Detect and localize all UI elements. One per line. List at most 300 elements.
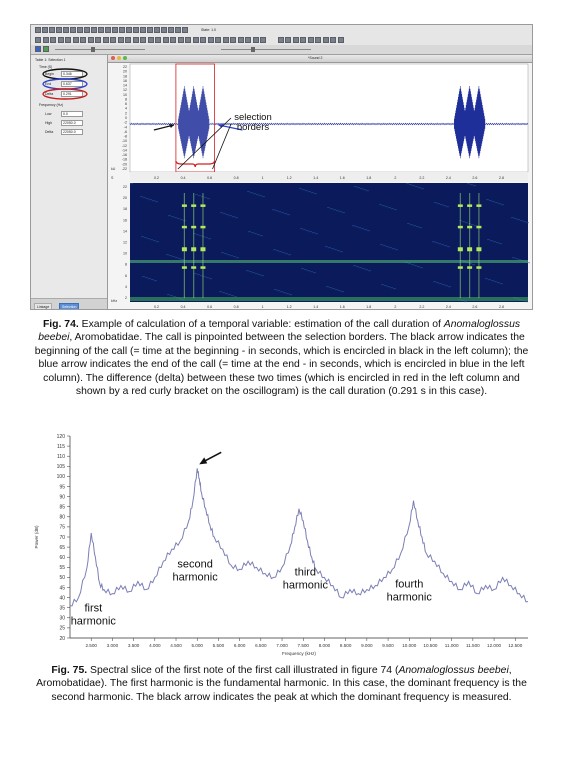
maximize-icon[interactable] bbox=[123, 56, 127, 60]
spectrogram-noise bbox=[356, 266, 359, 267]
spectrogram-noise bbox=[255, 273, 258, 274]
figure-75-caption bbox=[30, 664, 533, 704]
fourth-harmonic-label: fourth bbox=[395, 578, 424, 591]
begin-label: Begin bbox=[45, 72, 54, 76]
spectrogram-noise bbox=[337, 250, 340, 251]
toolbar-button[interactable] bbox=[278, 37, 284, 43]
toolbar-button[interactable] bbox=[163, 37, 169, 43]
toolbar-button[interactable] bbox=[315, 37, 321, 43]
toolbar-button[interactable] bbox=[118, 37, 124, 43]
time-tick-label: 0.6 bbox=[207, 176, 213, 180]
spectrogram-noise bbox=[442, 284, 445, 285]
spectrogram-noise bbox=[144, 237, 147, 238]
y-tick-label: 65 bbox=[59, 544, 65, 551]
toolbar-button[interactable] bbox=[110, 37, 116, 43]
spectrogram-noise bbox=[247, 191, 250, 192]
osc-y-tick-label: -14 bbox=[121, 148, 127, 153]
spectrogram-noise bbox=[388, 207, 391, 208]
spectrogram-noise bbox=[413, 225, 416, 226]
time-tick-label: 0.8 bbox=[233, 305, 239, 309]
spectrogram-noise bbox=[180, 219, 183, 220]
spec-y-tick-label: 10 bbox=[123, 251, 127, 256]
figure-74-screenshot bbox=[30, 24, 533, 310]
spectrogram-noise bbox=[231, 295, 234, 296]
spectrogram-noise bbox=[389, 247, 392, 248]
spectrogram-noise bbox=[149, 199, 152, 200]
spectrogram-noise bbox=[289, 294, 292, 295]
spectrogram-noise bbox=[152, 200, 155, 201]
spectrogram-noise bbox=[485, 278, 488, 279]
spectrogram-noise bbox=[493, 241, 496, 242]
toolbar-button[interactable] bbox=[230, 37, 236, 43]
figure-74-species: Anomaloglossus beebei bbox=[38, 319, 521, 344]
spectrogram-noise bbox=[206, 277, 209, 278]
spectrogram-noise bbox=[467, 183, 470, 184]
close-icon[interactable] bbox=[111, 56, 115, 60]
time-tick-label: 1.2 bbox=[286, 176, 292, 180]
spectrogram-noise bbox=[198, 195, 201, 196]
spectrogram-noise bbox=[367, 230, 370, 231]
spectrogram-noise bbox=[517, 219, 520, 220]
y-tick-label: 25 bbox=[59, 625, 65, 632]
toolbar-button[interactable] bbox=[147, 27, 153, 33]
y-tick-label: 95 bbox=[59, 484, 65, 491]
y-tick-label: 115 bbox=[57, 443, 65, 450]
zoom-slider-thumb[interactable] bbox=[91, 47, 95, 52]
toolbar-button[interactable] bbox=[65, 37, 71, 43]
y-tick-label: 20 bbox=[59, 635, 65, 642]
toolbar-button[interactable] bbox=[125, 37, 131, 43]
spectrogram-noise bbox=[143, 197, 146, 198]
toolbar-button[interactable] bbox=[168, 27, 174, 33]
figure-74-caption bbox=[30, 318, 533, 398]
toolbar-button[interactable] bbox=[238, 37, 244, 43]
toolbar-button[interactable] bbox=[253, 37, 259, 43]
figure-74-label: Fig. 74. bbox=[42, 319, 79, 330]
spectrogram-noise bbox=[495, 202, 498, 203]
toolbar-button[interactable] bbox=[175, 27, 181, 33]
toolbar-button[interactable] bbox=[300, 37, 306, 43]
spectrogram-noise bbox=[514, 218, 517, 219]
spectrogram-noise bbox=[487, 239, 490, 240]
time-tick-label: 2.6 bbox=[472, 305, 478, 309]
spectrogram-noise bbox=[177, 218, 180, 219]
y-tick-label: 70 bbox=[59, 534, 65, 541]
spectrogram-noise bbox=[526, 222, 529, 223]
toolbar-button[interactable] bbox=[35, 27, 41, 33]
time-tick-label: 2.8 bbox=[498, 305, 504, 309]
spectrogram-noise bbox=[155, 201, 158, 202]
y-tick-label: 105 bbox=[56, 464, 65, 471]
osc-y-tick-label: 16 bbox=[123, 78, 127, 83]
spectrogram-noise bbox=[520, 220, 523, 221]
spectrogram-noise bbox=[236, 257, 239, 258]
time-tick-label: 2 bbox=[394, 176, 397, 180]
spectrogram-noise bbox=[501, 204, 504, 205]
zoom-slider[interactable] bbox=[55, 49, 145, 50]
toolbar-button[interactable] bbox=[63, 27, 69, 33]
toolbar-button[interactable] bbox=[208, 37, 214, 43]
spectrogram-noise bbox=[307, 270, 310, 271]
osc-y-tick-label: -16 bbox=[121, 153, 127, 158]
spectrogram-noise bbox=[172, 256, 175, 257]
spectrogram-noise bbox=[390, 287, 393, 288]
spectrogram-noise bbox=[448, 286, 451, 287]
sound-window-title: *Sound 2 bbox=[308, 56, 323, 60]
figure-75-caption-text-1: Spectral slice of the first note of the first call illustrated in figure 74 ( bbox=[87, 665, 399, 676]
spectrogram-noise bbox=[381, 284, 384, 285]
tab-linkage[interactable]: Linkage bbox=[34, 303, 52, 310]
toolbar-button[interactable] bbox=[35, 37, 41, 43]
spectrogram-noise bbox=[415, 186, 418, 187]
spectrogram-noise bbox=[499, 243, 502, 244]
toolbar-button[interactable] bbox=[200, 37, 206, 43]
spectrogram-noise bbox=[395, 249, 398, 250]
toolbar-button[interactable] bbox=[215, 37, 221, 43]
y-tick-label: 40 bbox=[59, 595, 65, 602]
spectrogram-noise bbox=[259, 195, 262, 196]
begin-field[interactable]: 0.346 bbox=[61, 71, 83, 77]
time-tick-label: 0.8 bbox=[233, 176, 239, 180]
spectrogram-noise bbox=[304, 269, 307, 270]
second-harmonic-label: harmonic bbox=[172, 571, 218, 584]
toolbar-button[interactable] bbox=[112, 27, 118, 33]
toolbar-button[interactable] bbox=[308, 37, 314, 43]
toolbar-button[interactable] bbox=[260, 37, 266, 43]
toolbar-button[interactable] bbox=[161, 27, 167, 33]
spectrogram-noise bbox=[417, 266, 420, 267]
spectrogram-noise bbox=[168, 215, 171, 216]
spectrogram-noise bbox=[194, 273, 197, 274]
spectrogram-noise bbox=[275, 210, 278, 211]
toolbar-button[interactable] bbox=[105, 27, 111, 33]
x-tick-label: 8.000 bbox=[318, 643, 331, 648]
toolbar-button[interactable] bbox=[155, 37, 161, 43]
spectrogram-noise bbox=[208, 238, 211, 239]
brightness-slider[interactable] bbox=[221, 49, 311, 50]
spectrogram-noise bbox=[366, 190, 369, 191]
spectrogram-noise bbox=[251, 232, 254, 233]
spectrogram-noise bbox=[235, 217, 238, 218]
spectrogram-noise bbox=[246, 270, 249, 271]
spectrogram-noise bbox=[443, 205, 446, 206]
spectrogram-noise bbox=[287, 214, 290, 215]
toolbar-button[interactable] bbox=[77, 27, 83, 33]
freq-delta-field[interactable]: 22050.0 bbox=[61, 129, 83, 135]
osc-y-tick-label: 10 bbox=[123, 92, 127, 97]
minimize-icon[interactable] bbox=[117, 56, 121, 60]
toolbar-button[interactable] bbox=[98, 27, 104, 33]
spectrogram-noise bbox=[303, 229, 306, 230]
toolbar-button[interactable] bbox=[58, 37, 64, 43]
y-tick-label: 60 bbox=[59, 555, 65, 561]
toolbar-button[interactable] bbox=[170, 37, 176, 43]
spectrogram-noise bbox=[227, 254, 230, 255]
spectrogram-noise bbox=[277, 290, 280, 291]
time-tick-label: 1.4 bbox=[313, 305, 319, 309]
tab-selection[interactable]: Selection bbox=[59, 303, 79, 310]
toolbar-button[interactable] bbox=[42, 27, 48, 33]
x-tick-label: 4.000 bbox=[149, 643, 161, 648]
spectrogram-noise bbox=[363, 189, 366, 190]
spectrogram-noise bbox=[511, 217, 514, 218]
spec-y-tick-label: 22 bbox=[123, 185, 127, 189]
time-group-label: Time (S) bbox=[39, 65, 53, 69]
spectrogram-noise bbox=[359, 267, 362, 268]
spectrogram-noise bbox=[464, 301, 467, 302]
spectrogram-noise bbox=[147, 238, 150, 239]
spectrogram-noise bbox=[178, 258, 181, 259]
time-tick-label: 1 bbox=[261, 176, 264, 180]
spec-y-tick-label: 12 bbox=[123, 240, 127, 245]
spectrogram-noise bbox=[305, 190, 308, 191]
spectrogram-noise bbox=[258, 274, 261, 275]
spec-y-tick-label: 6 bbox=[125, 273, 127, 278]
spectrogram-noise bbox=[446, 206, 449, 207]
color-button[interactable] bbox=[43, 46, 49, 52]
spectrogram-noise bbox=[309, 231, 312, 232]
spectrogram-noise bbox=[380, 244, 383, 245]
spectrogram-noise bbox=[473, 185, 476, 186]
y-tick-label: 50 bbox=[59, 575, 65, 582]
spectrogram-noise bbox=[142, 276, 145, 277]
osc-y-tick-label: -18 bbox=[121, 157, 127, 162]
spectrogram-noise bbox=[282, 252, 285, 253]
osc-y-tick-label: 20 bbox=[123, 69, 127, 74]
spectrogram-noise bbox=[434, 202, 437, 203]
spectrogram-noise bbox=[232, 216, 235, 217]
figure-74-caption-text-2: , Aromobatidae. The call is pinpointed between the selection borders. The black arrow indicates the beginning of the call (= time at the beginning - in seconds, which is encircled in black in the left column); the blue arrow indicates the end of the call (= time at the end - in seconds, which is encircled in blue in the left column). The difference (delta) between these two times (which is encircled in red in the left column and shown by a red curly bracket on the oscillogram) is the call duration (0.291 s in this case). bbox=[34, 332, 529, 398]
toolbar-button[interactable] bbox=[84, 27, 90, 33]
osc-y-tick-label: -22 bbox=[121, 167, 127, 171]
spectrogram-noise bbox=[225, 293, 228, 294]
spectrogram-noise bbox=[288, 254, 291, 255]
spectrogram-noise bbox=[352, 225, 355, 226]
osc-y-tick-label: -10 bbox=[121, 139, 127, 144]
spectrogram-noise bbox=[416, 226, 419, 227]
first-harmonic-label: harmonic bbox=[70, 615, 116, 628]
spectrogram-noise bbox=[195, 194, 198, 195]
x-axis-label: Frequency (kHz) bbox=[282, 651, 316, 656]
toolbar-button[interactable] bbox=[88, 37, 94, 43]
x-tick-label: 5.000 bbox=[191, 643, 203, 648]
toolbar-button[interactable] bbox=[80, 37, 86, 43]
toolbar-button[interactable] bbox=[185, 37, 191, 43]
toolbar-button[interactable] bbox=[133, 27, 139, 33]
spectrogram-noise bbox=[156, 241, 159, 242]
toolbar-button[interactable] bbox=[140, 37, 146, 43]
spectrogram-noise bbox=[283, 292, 286, 293]
spectrogram-noise bbox=[392, 248, 395, 249]
toolbar-button[interactable] bbox=[323, 37, 329, 43]
delta-field[interactable]: 0.291 bbox=[61, 91, 83, 97]
time-tick-label: 2.6 bbox=[472, 176, 478, 180]
toolbar-button[interactable] bbox=[133, 37, 139, 43]
x-tick-label: 3.500 bbox=[127, 643, 140, 648]
spectrogram-noise bbox=[261, 275, 264, 276]
toolbar-button[interactable] bbox=[73, 37, 79, 43]
spectrogram-noise bbox=[325, 246, 328, 247]
x-tick-label: 8.500 bbox=[339, 643, 352, 648]
spectrogram-noise bbox=[308, 191, 311, 192]
spectrogram-noise bbox=[408, 263, 411, 264]
delta-label: Delta bbox=[45, 92, 54, 96]
spectrogram-noise bbox=[170, 295, 173, 296]
view-button[interactable] bbox=[35, 46, 41, 52]
spectrogram-noise bbox=[146, 198, 149, 199]
spectrogram-noise bbox=[150, 239, 153, 240]
spectrogram-noise bbox=[492, 201, 495, 202]
spectrogram-noise bbox=[167, 294, 170, 295]
spectrogram-noise bbox=[410, 224, 413, 225]
osc-y-tick-label: -12 bbox=[121, 143, 127, 148]
toolbar-button[interactable] bbox=[182, 27, 188, 33]
toolbar-button[interactable] bbox=[338, 37, 344, 43]
time-tick-label: 2.2 bbox=[419, 305, 425, 309]
spectrogram-noise bbox=[334, 249, 337, 250]
spectrogram-noise bbox=[209, 278, 212, 279]
toolbar-button[interactable] bbox=[95, 37, 101, 43]
time-tick-label: 1.8 bbox=[366, 305, 372, 309]
spectrogram-noise bbox=[445, 285, 448, 286]
y-tick-label: 90 bbox=[59, 494, 65, 501]
spectrogram-noise bbox=[310, 271, 313, 272]
spectrogram-noise bbox=[299, 188, 302, 189]
osc-y-tick-label: 6 bbox=[125, 102, 127, 107]
x-tick-label: 5.500 bbox=[212, 643, 225, 648]
frequency-group-label: Frequency (Hz) bbox=[39, 103, 64, 107]
spectrogram-noise bbox=[391, 208, 394, 209]
sound-window bbox=[108, 55, 533, 310]
x-tick-label: 11.000 bbox=[444, 643, 459, 648]
spectrogram-noise bbox=[249, 271, 252, 272]
spectrogram-noise bbox=[497, 282, 500, 283]
toolbar-button[interactable] bbox=[43, 37, 49, 43]
time-tick-label: 0.6 bbox=[207, 305, 213, 309]
spectrogram-noise bbox=[326, 286, 329, 287]
spectrogram-noise bbox=[512, 257, 515, 258]
x-tick-label: 6.000 bbox=[233, 643, 246, 648]
osc-y-tick-label: 8 bbox=[125, 97, 127, 102]
x-tick-label: 10.000 bbox=[402, 643, 417, 648]
time-tick-label: 0.4 bbox=[180, 305, 186, 309]
spectrogram-noise bbox=[360, 188, 363, 189]
figure-75-label: Fig. 75. bbox=[51, 665, 88, 676]
spectrogram-noise bbox=[332, 288, 335, 289]
brightness-slider-thumb[interactable] bbox=[251, 47, 255, 52]
toolbar-button[interactable] bbox=[70, 27, 76, 33]
toolbar-button[interactable] bbox=[140, 27, 146, 33]
osc-y-tick-label: -4 bbox=[123, 125, 127, 130]
spec-y-tick-label: 2 bbox=[125, 296, 127, 300]
figure-75-caption-text-2: , Aromobatidae). The first harmonic is the fundamental harmonic. In this case, the dominant frequency is the second harmonic. The black arrow indicates the peak at which the dominant frequency is measured. bbox=[36, 665, 527, 703]
spectrogram-noise bbox=[414, 265, 417, 266]
spectrogram-noise bbox=[256, 194, 259, 195]
spectrogram-noise bbox=[490, 240, 493, 241]
toolbar-button[interactable] bbox=[293, 37, 299, 43]
spectrogram-noise bbox=[312, 232, 315, 233]
toolbar-button[interactable] bbox=[119, 27, 125, 33]
toolbar-button[interactable] bbox=[245, 37, 251, 43]
toolbar-button[interactable] bbox=[50, 37, 56, 43]
time-tick-label: 2.8 bbox=[498, 176, 504, 180]
spectrogram-noise bbox=[301, 268, 304, 269]
spectrogram-noise bbox=[418, 187, 421, 188]
spectrogram-noise bbox=[222, 292, 225, 293]
osc-y-tick-label: 14 bbox=[123, 83, 127, 88]
y-axis-label: Power (dB) bbox=[34, 525, 39, 549]
spectrogram-noise bbox=[220, 212, 223, 213]
spectrogram-noise bbox=[412, 185, 415, 186]
spectrogram-noise bbox=[433, 281, 436, 282]
low-field[interactable]: 0.0 bbox=[61, 111, 83, 117]
y-tick-label: 120 bbox=[56, 433, 65, 440]
toolbar-button[interactable] bbox=[56, 27, 62, 33]
toolbar-button[interactable] bbox=[91, 27, 97, 33]
toolbar-button[interactable] bbox=[154, 27, 160, 33]
spectrogram-noise bbox=[364, 229, 367, 230]
spectrogram-noise bbox=[153, 240, 156, 241]
spectrogram-noise bbox=[419, 227, 422, 228]
spectrogram-noise bbox=[384, 285, 387, 286]
osc-y-tick-label: -20 bbox=[121, 162, 127, 167]
sidebar-tab-bar bbox=[31, 298, 107, 310]
spectrogram-noise bbox=[515, 258, 518, 259]
spectrogram-noise bbox=[435, 242, 438, 243]
spec-y-tick-label: 8 bbox=[125, 262, 127, 267]
time-tick-label: 0.4 bbox=[180, 176, 186, 180]
spectrogram-noise bbox=[286, 293, 289, 294]
spectrogram-noise bbox=[357, 187, 360, 188]
end-field[interactable]: 0.637 bbox=[61, 81, 83, 87]
spectrogram-noise bbox=[253, 193, 256, 194]
toolbar-button[interactable] bbox=[193, 37, 199, 43]
time-tick-label: 1.6 bbox=[339, 176, 345, 180]
osc-y-tick-label: 12 bbox=[123, 88, 127, 93]
spectrogram-noise bbox=[272, 209, 275, 210]
toolbar-button[interactable] bbox=[148, 37, 154, 43]
y-tick-label: 85 bbox=[59, 504, 65, 511]
spectrogram-noise bbox=[420, 267, 423, 268]
end-circle bbox=[43, 79, 87, 89]
spectrogram-noise bbox=[444, 245, 447, 246]
time-tick-label: 2.4 bbox=[445, 305, 451, 309]
spectrogram-noise bbox=[441, 244, 444, 245]
spectrogram-noise bbox=[491, 280, 494, 281]
zoom-toolbar bbox=[31, 45, 532, 55]
x-tick-label: 12.000 bbox=[487, 643, 502, 648]
spectrogram-panel bbox=[130, 183, 528, 302]
time-tick-label: 2.4 bbox=[445, 176, 451, 180]
time-tick-label: 2.2 bbox=[419, 176, 425, 180]
toolbar-button[interactable] bbox=[330, 37, 336, 43]
toolbar-button[interactable] bbox=[49, 27, 55, 33]
spectrogram-noise bbox=[207, 198, 210, 199]
toolbar-button[interactable] bbox=[178, 37, 184, 43]
begin-circle bbox=[43, 69, 87, 79]
spectrogram-noise bbox=[338, 290, 341, 291]
toolbar-button[interactable] bbox=[126, 27, 132, 33]
figure-75-species: Anomaloglossus beebei bbox=[398, 665, 509, 676]
high-field[interactable]: 22050.0 bbox=[61, 120, 83, 126]
toolbar-button[interactable] bbox=[223, 37, 229, 43]
y-tick-label: 30 bbox=[59, 615, 65, 622]
spectrogram-noise bbox=[358, 227, 361, 228]
toolbar-button[interactable] bbox=[285, 37, 291, 43]
spectrogram-noise bbox=[362, 268, 365, 269]
spectrogram-noise bbox=[523, 221, 526, 222]
toolbar-button[interactable] bbox=[103, 37, 109, 43]
